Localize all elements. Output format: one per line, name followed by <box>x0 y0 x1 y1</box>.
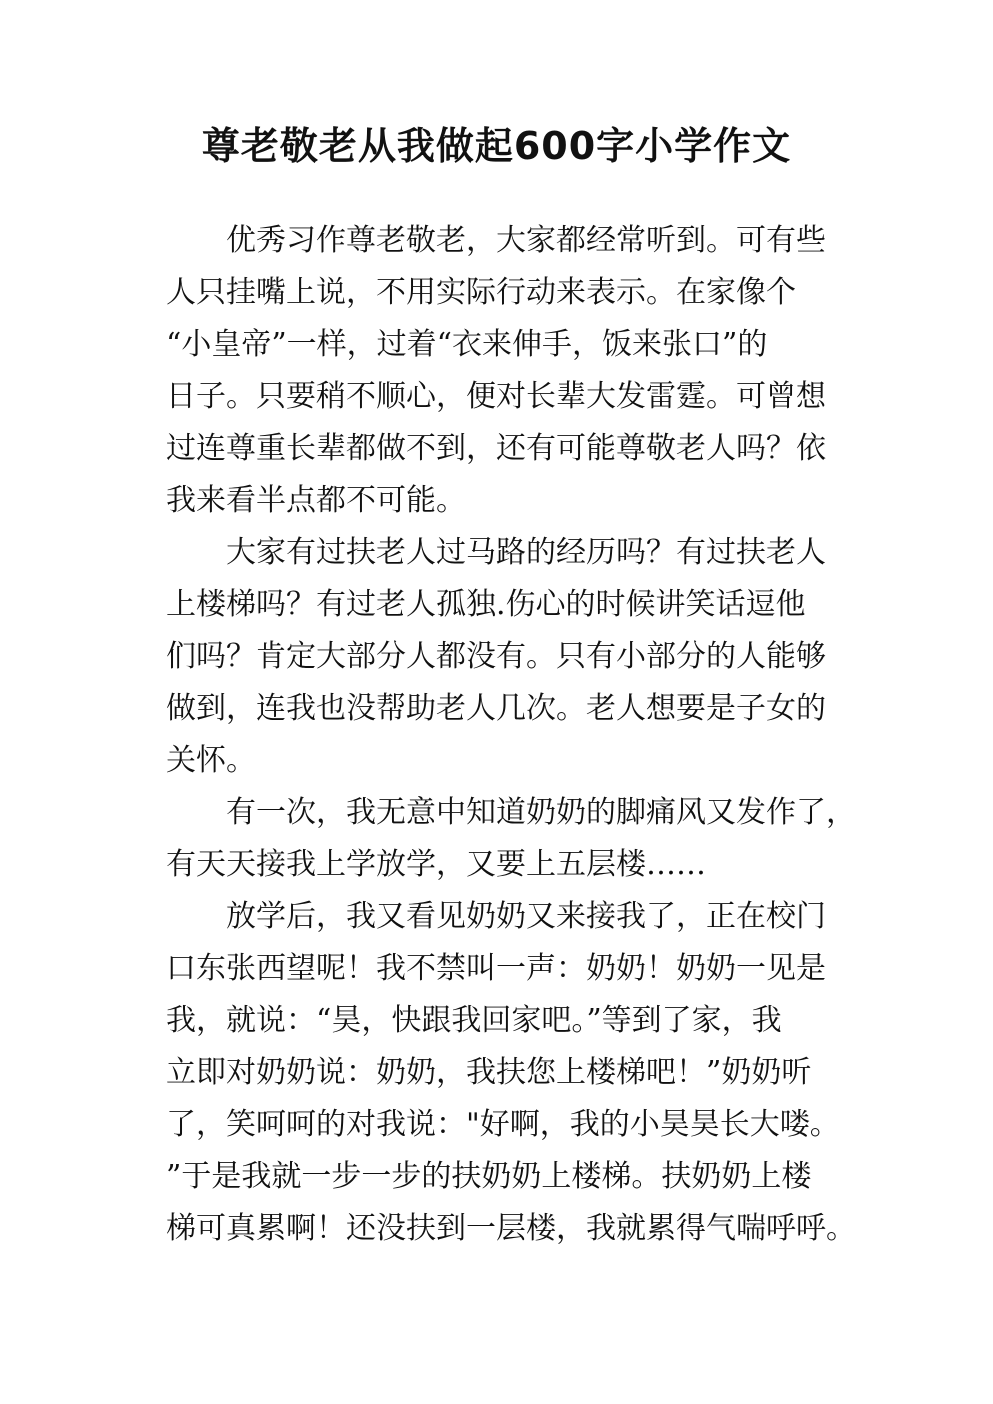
paragraph-2-line-1: 大家有过扶老人过马路的经历吗？有过扶老人 <box>226 535 826 570</box>
document-body <box>166 215 856 1255</box>
paragraph-2-line-5: 关怀。 <box>166 743 256 778</box>
paragraph-1-line-4: 日子。只要稍不顺心，便对长辈大发雷霆。可曾想 <box>166 379 826 414</box>
paragraph-1-line-2: 人只挂嘴上说，不用实际行动来表示。在家像个 <box>166 275 796 310</box>
paragraph-4-line-3: 我，就说：“昊，快跟我回家吧。”等到了家，我 <box>166 1003 782 1038</box>
paragraph-3-line-2: 有天天接我上学放学，又要上五层楼…… <box>166 847 706 882</box>
paragraph-4-line-2: 口东张西望呢！我不禁叫一声：奶奶！奶奶一见是 <box>166 951 826 986</box>
document-title: 尊老敬老从我做起600字小学作文 <box>201 124 792 168</box>
paragraph-4-line-4: 立即对奶奶说：奶奶，我扶您上楼梯吧！”奶奶听 <box>166 1055 812 1090</box>
paragraph-1-line-1: 优秀习作尊老敬老，大家都经常听到。可有些 <box>226 223 826 258</box>
paragraph-2-line-3: 们吗？肯定大部分人都没有。只有小部分的人能够 <box>166 639 826 674</box>
paragraph-1-line-6: 我来看半点都不可能。 <box>166 483 466 518</box>
paragraph-4-line-1: 放学后，我又看见奶奶又来接我了，正在校门 <box>226 899 826 934</box>
paragraph-2-line-4: 做到，连我也没帮助老人几次。老人想要是子女的 <box>166 691 826 726</box>
paragraph-4-line-6: ”于是我就一步一步的扶奶奶上楼梯。扶奶奶上楼 <box>166 1159 812 1194</box>
paragraph-1-line-3: “小皇帝”一样，过着“衣来伸手，饭来张口”的 <box>166 327 768 362</box>
paragraph-4-line-7: 梯可真累啊！还没扶到一层楼，我就累得气喘呼呼。 <box>166 1211 856 1246</box>
paragraph-4-line-5: 了，笑呵呵的对我说："好啊，我的小昊昊长大喽。 <box>166 1107 840 1142</box>
paragraph-1-line-5: 过连尊重长辈都做不到，还有可能尊敬老人吗？依 <box>166 431 826 466</box>
paragraph-3-line-1: 有一次，我无意中知道奶奶的脚痛风又发作了， <box>226 795 856 830</box>
paragraph-2-line-2: 上楼梯吗？有过老人孤独.伤心的时候讲笑话逗他 <box>166 587 806 622</box>
